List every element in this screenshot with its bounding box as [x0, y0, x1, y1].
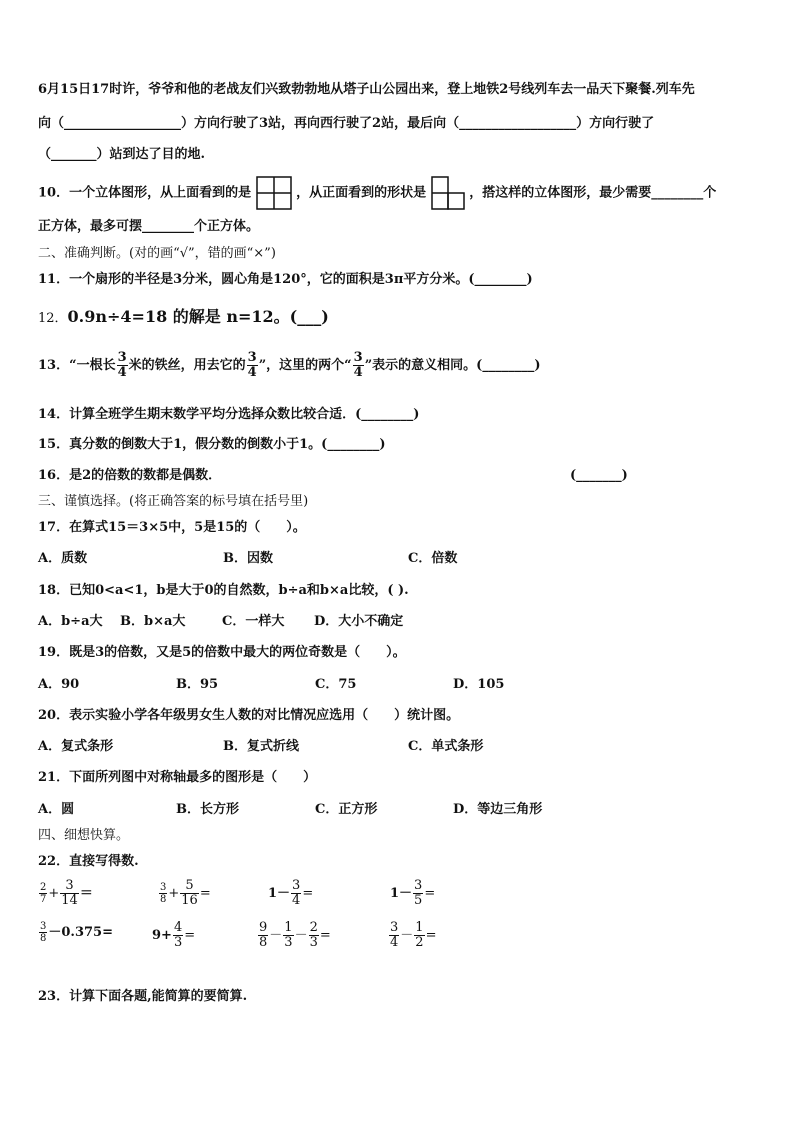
section4-heading: 四、细想快算。 — [38, 828, 130, 843]
q22-expr-4: 1－ $\frac{3}{5}$ = — [390, 878, 436, 908]
q23: 23．计算下面各题,能简算的要简算. — [38, 989, 248, 1004]
q10-line1 — [38, 176, 716, 210]
q9-line2: 向（__________________）方向行驶了3站，再向西行驶了2站，最后向（__________________）方向行驶了 — [38, 116, 655, 131]
q11: 11．一个扇形的半径是3分米，圆心角是120°，它的面积是3π平方分米。(________) — [38, 272, 533, 287]
q19-option-d: D．105 — [453, 677, 505, 692]
q22-expr-3: 1－ $\frac{3}{4}$ = — [268, 878, 314, 908]
q20-option-b: B．复式折线 — [223, 739, 299, 754]
q18-option-c: C．一样大 — [222, 614, 285, 629]
q21-option-a: A．圆 — [38, 802, 75, 817]
q17-option-a: A．质数 — [38, 551, 88, 566]
q13-part-a: “一根长 — [69, 358, 116, 373]
q22-expr-8: $\frac{3}{4}$ － $\frac{1}{2}$ = — [390, 920, 437, 950]
q21-option-d: D．等边三角形 — [453, 802, 543, 817]
q20-option-c: C．单式条形 — [408, 739, 484, 754]
q16: 16．是2的倍数的数都是偶数． — [38, 468, 222, 483]
q10-part3: ，搭这样的立体图形，最少需要________个 — [469, 185, 717, 201]
q13-number: 13． — [38, 358, 70, 373]
q19-option-b: B．95 — [176, 677, 219, 692]
q20-option-a: A．复式条形 — [38, 739, 114, 754]
q13-part-b: 米的铁丝，用去它的 — [128, 358, 246, 373]
q12 — [38, 307, 329, 329]
q22-expr-5: $\frac{3}{8}$ －0.375= — [40, 921, 113, 944]
q15: 15．真分数的倒数大于1，假分数的倒数小于1。(________) — [38, 437, 386, 452]
q22-expr-7: $\frac{9}{8}$ － $\frac{1}{3}$ － $\frac{2}{3}$ = — [259, 920, 331, 950]
q16-blank: (_______) — [570, 468, 628, 483]
q21: 21．下面所列图中对称轴最多的图形是（ ） — [38, 770, 317, 785]
q12-text: 0.9n÷4=18 的解是 n=12。(___) — [67, 307, 329, 326]
q21-option-c: C．正方形 — [315, 802, 378, 817]
q10-line2: 正方体，最多可摆________个正方体。 — [38, 219, 260, 234]
section3-heading: 三、谨慎选择。(将正确答案的标号填在括号里) — [38, 494, 309, 509]
q13-part-c: ”，这里的两个“ — [258, 358, 352, 373]
q13 — [38, 349, 540, 383]
q13-fraction-1: $\frac{3}{4}$ — [117, 350, 127, 380]
q9-line3: （_______）站到达了目的地. — [38, 147, 206, 162]
q19-option-a: A．90 — [38, 677, 80, 692]
q17: 17．在算式15＝3×5中，5是15的（ ）。 — [38, 520, 306, 535]
q18-option-d: D．大小不确定 — [314, 614, 404, 629]
q13-part-d: ”表示的意义相同。(________) — [364, 358, 541, 373]
top-view-grid-icon — [256, 176, 292, 210]
q18: 18．已知0<a<1，b是大于0的自然数，b÷a和b×a比较，( ). — [38, 583, 409, 598]
q19: 19．既是3的倍数，又是5的倍数中最大的两位奇数是（ ）。 — [38, 645, 406, 660]
q19-option-c: C．75 — [315, 677, 357, 692]
q18-option-b: B．b×a大 — [120, 614, 186, 629]
q14: 14．计算全班学生期末数学平均分选择众数比较合适．(________) — [38, 407, 420, 422]
q22-expr-2: $\frac{3}{8}$ + $\frac{5}{16}$ = — [160, 878, 211, 908]
q10-part2: ，从正面看到的形状是 — [296, 185, 427, 201]
q17-option-b: B．因数 — [223, 551, 273, 566]
q21-option-b: B．长方形 — [176, 802, 239, 817]
q22-title: 22．直接写得数. — [38, 854, 139, 869]
q20: 20．表示实验小学各年级男女生人数的对比情况应选用（ ）统计图。 — [38, 708, 460, 723]
q13-fraction-2: $\frac{3}{4}$ — [247, 350, 257, 380]
q13-fraction-3: $\frac{3}{4}$ — [353, 350, 363, 380]
section2-heading: 二、准确判断。(对的画“√”，错的画“×”) — [38, 246, 276, 261]
q12-number: 12． — [38, 311, 68, 326]
q18-option-a: A．b÷a大 — [38, 614, 103, 629]
q22-expr-6: 9+ $\frac{4}{3}$ = — [152, 920, 196, 950]
q17-option-c: C．倍数 — [408, 551, 458, 566]
q22-expr-1: $\frac{2}{7}$ + $\frac{3}{14}$ ＝ — [40, 878, 93, 908]
q9-line1: 6月15日17时许，爷爷和他的老战友们兴致勃勃地从塔子山公园出来，登上地铁2号线列车去一品天下聚餐.列车先 — [38, 82, 695, 97]
q10-part1: 10．一个立体图形，从上面看到的是 — [38, 185, 252, 201]
front-view-shape-icon — [431, 176, 465, 210]
